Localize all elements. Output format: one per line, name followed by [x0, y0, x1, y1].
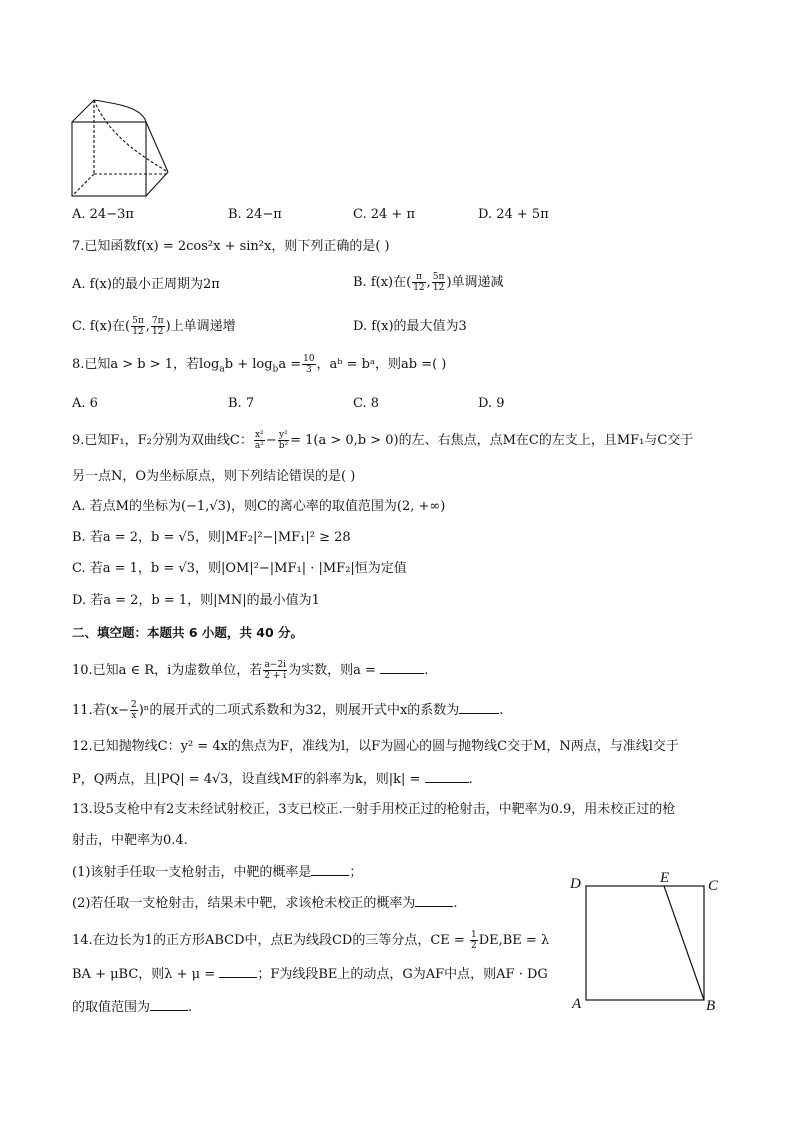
- q12-stem-line2: P，Q两点，且|PQ| = 4√3，设直线MF的斜率为k，则|k| = .: [72, 772, 473, 787]
- q7-option-b-post: )单调递减: [446, 275, 504, 290]
- q6-option-a: A. 24−3π: [72, 207, 134, 222]
- q7-option-b: B. f(x)在( $\frac{\pi}{12}$ , $\frac{5\pi}{12}$ )单调递减: [353, 272, 504, 293]
- q8-option-c: C. 8: [353, 396, 380, 411]
- q10-fraction: $\frac{a-2i}{2 + i}$: [264, 660, 287, 681]
- q13-stem-line1: 13.设5支枪中有2支未经试射校正，3支已校正.一射手用校正过的枪射击，中靶率为0.9，用未校正过的枪: [72, 802, 676, 817]
- q14-square-figure: [568, 866, 728, 1014]
- q14-answer-blank2[interactable]: [150, 998, 188, 1011]
- q8-option-b: B. 7: [228, 396, 255, 411]
- q7-option-d: D. f(x)的最大值为3: [353, 319, 467, 334]
- square-abcd: [586, 886, 704, 1000]
- q8-stem: 8.已知a > b > 1，若$\log_ab + \log_ba$ = $\frac{10}{3}$ ，aᵇ = bᵃ，则ab =( ): [72, 354, 447, 375]
- label-e: E: [660, 870, 670, 886]
- q12-answer-blank[interactable]: [425, 770, 469, 783]
- q13-sub1-blank[interactable]: [311, 863, 349, 876]
- q9-option-a: A. 若点M的坐标为(−1,√3)，则C的离心率的取值范围为(2, +∞): [72, 499, 446, 514]
- q7-option-b-frac2: $\frac{5\pi}{12}$: [432, 272, 445, 293]
- q6-solid-figure: [68, 94, 174, 200]
- segment-be: [664, 886, 704, 1000]
- q6-option-d: D. 24 + 5π: [478, 207, 549, 222]
- q8-option-d: D. 9: [478, 396, 505, 411]
- label-c: C: [708, 878, 719, 894]
- q13-stem-line2: 射击，中靶率为0.4.: [72, 833, 188, 848]
- q6-option-b: B. 24−π: [228, 207, 282, 222]
- q6-option-c: C. 24 + π: [353, 207, 415, 222]
- q13-sub2-blank[interactable]: [415, 894, 453, 907]
- q7-option-a: A. f(x)的最小正周期为2π: [72, 277, 220, 292]
- q7-stem: 7.已知函数f(x) = 2cos²x + sin²x，则下列正确的是( ): [72, 239, 390, 254]
- q14-answer-blank1[interactable]: [219, 965, 257, 978]
- q14-line1: 14.在边长为1的正方形ABCD中，点E为线段CD的三等分点，CE = $\frac{1}{2}$ DE,BE = λ: [72, 930, 550, 951]
- q11-answer-blank[interactable]: [459, 701, 499, 714]
- q7-option-c: C. f(x)在( $\frac{5\pi}{12}$ , $\frac{7\pi}{12}$ )上单调递增: [72, 316, 236, 337]
- q11-stem: 11.若(x− $\frac{2}{x}$ )ⁿ的展开式的二项式系数和为32，则展开式中x的系数为 .: [72, 700, 504, 721]
- q9-option-d: D. 若a = 2，b = 1，则|MN|的最小值为1: [72, 593, 320, 608]
- label-b: B: [706, 998, 716, 1014]
- q13-sub1: (1)该射手任取一支枪射击，中靶的概率是 ；: [72, 865, 363, 880]
- q8-option-a: A. 6: [72, 396, 98, 411]
- q9-option-c: C. 若a = 1，b = √3，则|OM|²−|MF₁| · |MF₂|恒为定值: [72, 561, 407, 576]
- q12-stem-line1: 12.已知抛物线C：y² = 4x的焦点为F，准线为l，以F为圆心的圆与抛物线C交于M，N两点，与准线l交于: [72, 739, 679, 754]
- q9-stem-line1: 9.已知F₁，F₂分别为双曲线C： $\frac{\text{x²}}{\text{a²}}$ − $\frac{\text{y²}}{\text{b²}}$ = 1(a > 0,b > 0)的左、右焦点，点M在C的左支上，且MF₁与C交于: [72, 430, 694, 451]
- label-d: D: [570, 876, 581, 892]
- q10-answer-blank[interactable]: [380, 661, 424, 674]
- label-a: A: [572, 996, 582, 1012]
- q13-sub2: (2)若任取一支枪射击，结果未中靶，求该枪未校正的概率为 .: [72, 896, 458, 911]
- q8-fraction: $\frac{10}{3}$: [303, 354, 315, 375]
- q7-option-b-frac1: $\frac{\pi}{12}$: [413, 272, 425, 293]
- q9-stem-line2: 另一点N，O为坐标原点，则下列结论错误的是( ): [72, 469, 356, 484]
- q14-line2: BA + μBC，则λ + μ = ；F为线段BE上的动点，G为AF中点，则AF · DG: [72, 967, 548, 982]
- q7-option-b-pre: B. f(x)在(: [353, 275, 412, 290]
- section-fill-in-heading: 二、填空题：本题共 6 小题，共 40 分。: [72, 625, 304, 640]
- q10-stem: 10.已知a ∈ R，i为虚数单位，若 $\frac{a-2i}{2 + i}$ 为实数，则a = .: [72, 660, 429, 681]
- q14-line3: 的取值范围为 .: [72, 1000, 193, 1015]
- q9-option-b: B. 若a = 2，b = √5，则|MF₂|²−|MF₁|² ≥ 28: [72, 530, 351, 545]
